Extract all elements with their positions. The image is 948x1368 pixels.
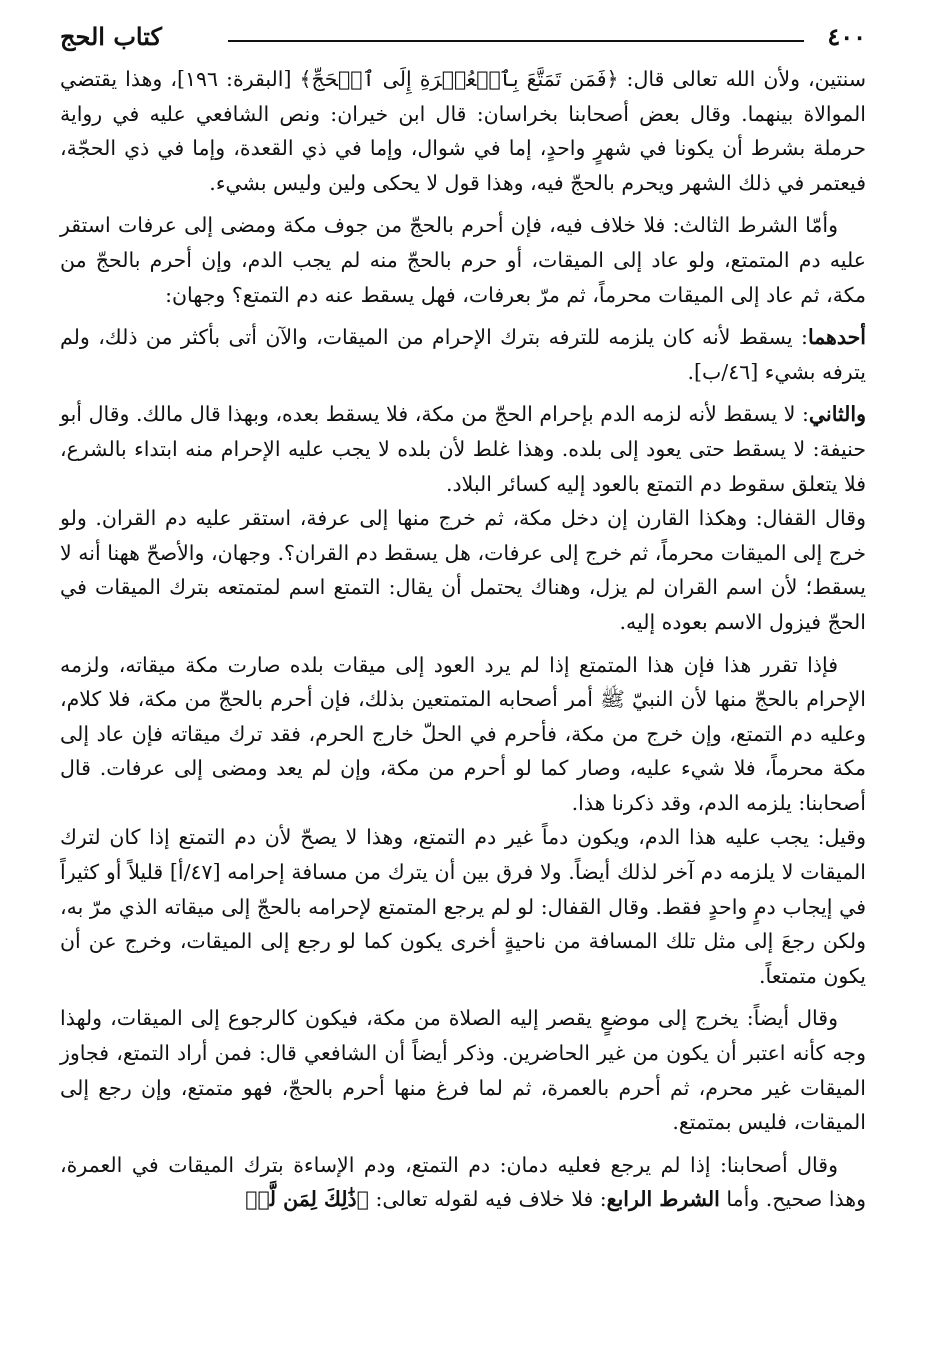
paragraph: وقيل: يجب عليه هذا الدم، ويكون دماً غير دم التمتع، وهذا لا يصحّ لأن دم التمتع إذا كان لترك الميقات لا يلزمه دم آخر لذلك أيضاً. ولا فرق بين أن يترك من مسافة إحرامه [٤٧/أ] قليلاً أو كثيراً في إيجاب دمٍ واحدٍ فقط. وقال القفال: لو لم يرجع المتمتع لإحرامه بالحجّ إلى ميقاته الذي مرّ به، ولكن رجعَ إلى مثل تلك المسافة من ناحيةٍ أخرى يكون كما لو رجع إلى الميقات، وخرج عن أن يكون متمتعاً. [60,825,867,988]
paragraph-lead: والثاني [808,402,866,427]
paragraph [60,397,866,501]
quran-quote: ﴿ذَٰلِكَ لِمَن لَّمۡ [245,1187,369,1212]
page-body [60,62,866,1217]
page-number: ٤٠٠ [827,22,866,51]
paragraph-text: وقال أصحابنا: إذا لم يرجع فعليه دمان: دم التمتع، ودم الإساءة بترك الميقات في العمرة، وهذا صحيح. وأما [60,1152,866,1212]
running-header [60,18,866,58]
paragraph-lead: الشرط الرابع [606,1187,720,1212]
paragraph: سنتين، ولأن الله تعالى قال: ﴿فَمَن تَمَتَّعَ بِٱلۡعُمۡرَةِ إِلَى ٱلۡحَجِّ﴾ [البقرة: ١٩٦]، وهذا يقتضي الموالاة بينهما. وقال بعض أصحابنا بخراسان: قال ابن خيران: ونص الشافعي عليه في رواية حرملة بشرط أن يكونا في شهرٍ واحدٍ، إما في شوال، وإما في ذي القعدة، وإما في ذي الحجّة، فيعتمر في ذلك الشهر ويحرم بالحجّ فيه، وهذا قول لا يحكى ولين وليس بشيء. [60,67,866,195]
paragraph: وقال القفال: وهكذا القارن إن دخل مكة، ثم خرج منها إلى عرفة، استقر عليه دم القران. ولو خرج إلى الميقات محرماً، ثم خرج إلى عرفات، هل يسقط دم القران؟. وجهان، والأصحّ ههنا أنه لا يسقط؛ لأن اسم القران لم يزل، وهناك يحتمل أن يقال: التمتع اسم لمتمتعه بترك الميقات في الحجّ فيزول الاسم بعوده إليه. [60,506,866,634]
book-title: كتاب الحج [60,22,162,51]
paragraph: وقال أيضاً: يخرج إلى موضعٍ يقصر إليه الصلاة من مكة، فيكون كالرجوع إلى الميقات، ولهذا وجه كأنه اعتبر أن يكون من غير الحاضرين. وذكر أيضاً أن الشافعي قال: فمن أراد التمتع، فجاوز الميقات غير محرم، ثم أحرم بالعمرة، ثم لما فرغ منها أحرم بالحجّ، فهو متمتع، وإن رجع إلى الميقات، فليس بمتمتع. [60,1006,866,1135]
paragraph [60,320,866,389]
paragraph-text: : فلا خلاف فيه لقوله تعالى: [368,1187,607,1212]
header-rule [228,40,804,42]
paragraph: وأمّا الشرط الثالث: فلا خلاف فيه، فإن أحرم بالحجّ من جوف مكة ومضى إلى عرفات استقر عليه دم المتمتع، ولو عاد إلى الميقات، أو حرم بالحجّ منه لم يجب الدم، وإن أحرم بالحجّ من مكة، ثم عاد إلى الميقات محرماً، ثم مرّ بعرفات، فهل يسقط عنه دم التمتع؟ وجهان: [60,213,866,307]
paragraph [60,1148,866,1217]
paragraph-lead: أحدهما [807,325,866,350]
paragraph-text: : يسقط لأنه كان يلزمه للترفه بترك الإحرام من الميقات، والآن أتى بأكثر من ذلك، ولم يترفه بشيء [٤٦/ب]. [60,325,866,384]
paragraph-text: : لا يسقط لأنه لزمه الدم بإحرام الحجّ من مكة، فلا يسقط بعده، وبهذا قال مالك. وقال أبو حنيفة: لا يسقط حتى يعود إلى بلده. وهذا غلط لأن بلده لا يجب عليه الإحرام منه ابتداء بالشرع، فلا يتعلق سقوط دم التمتع بالعود إليه كسائر البلاد. [60,402,866,496]
paragraph: فإذا تقرر هذا فإن هذا المتمتع إذا لم يرد العود إلى ميقات بلده صارت مكة ميقاته، ولزمه الإحرام بالحجّ منها لأن النبيّ ﷺ أمر أصحابه المتمتعين بذلك، فإن أحرم بالحجّ من مكة، فلا كلام، وعليه دم التمتع، وإن خرج من مكة، فأحرم في الحلّ خارج الحرم، فقد ترك ميقاته فإن عاد إلى مكة محرماً، فلا شيء عليه، وصار كما لو أحرم من مكة، وإن لم يعد ومضى إلى عرفات. قال أصحابنا: يلزمه الدم، وقد ذكرنا هذا. [60,652,866,815]
